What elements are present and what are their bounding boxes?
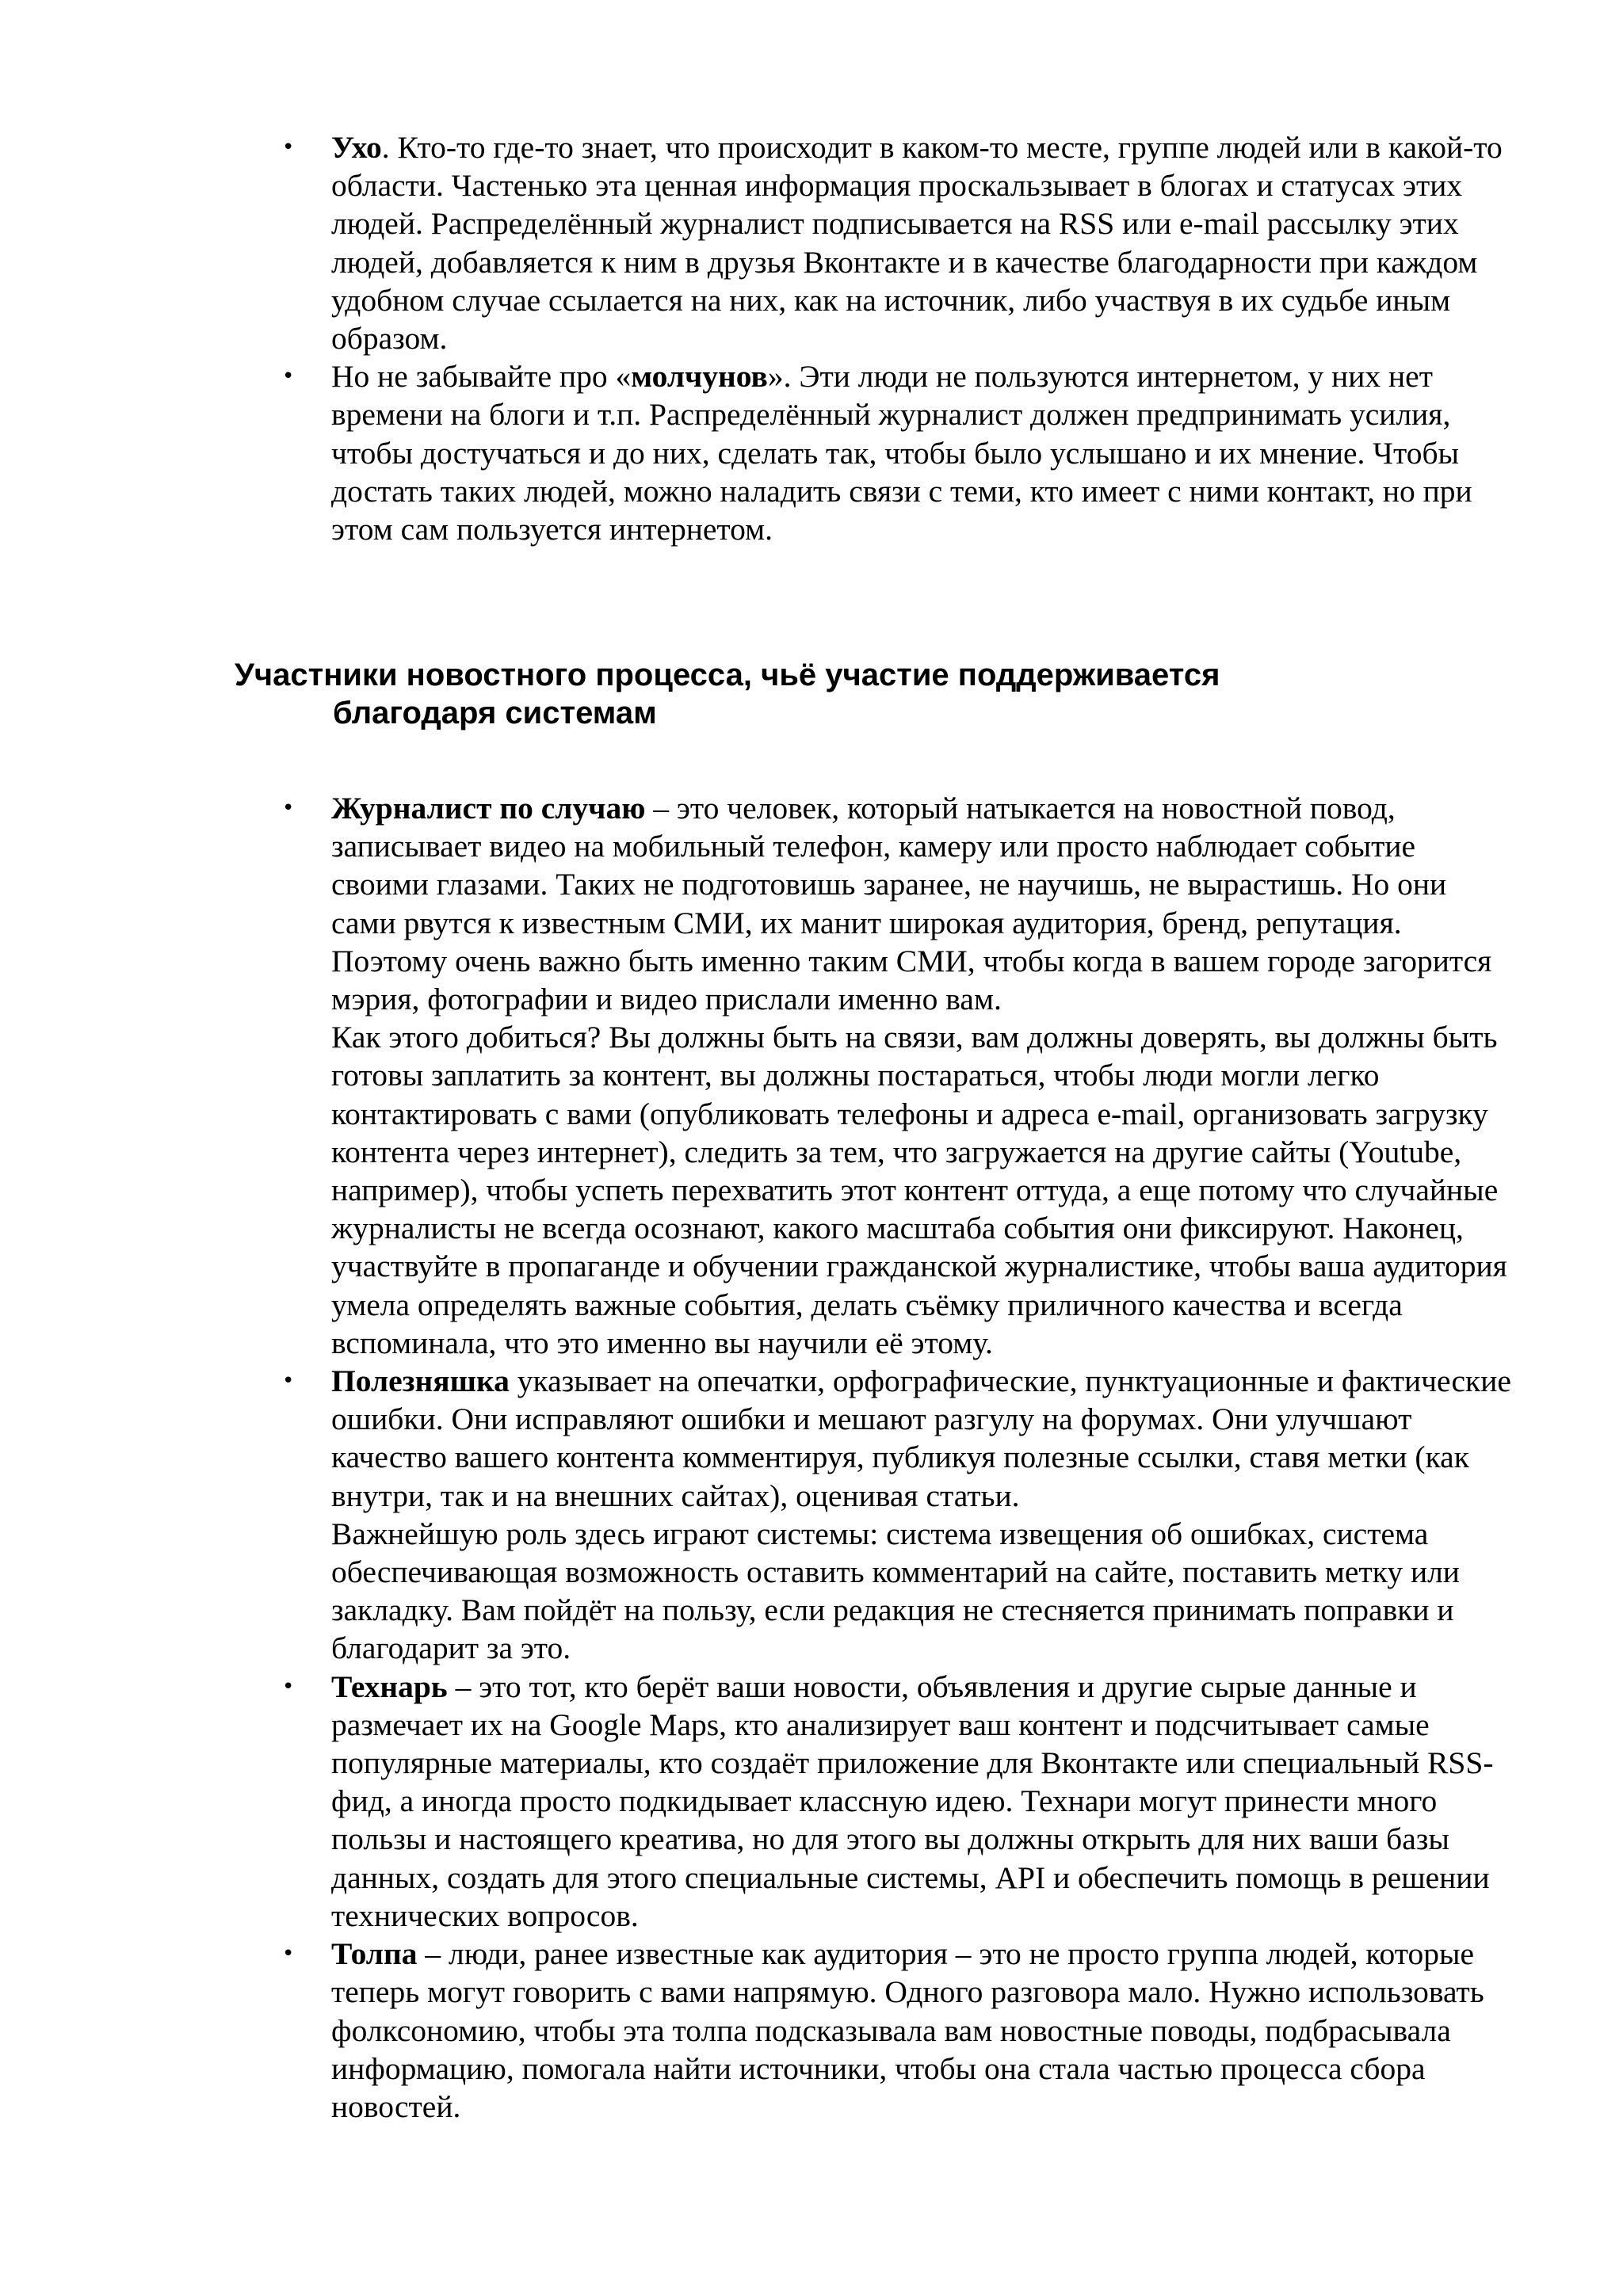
list-item-accidental-journalist [282,789,1518,1362]
bullet-marker: • [282,796,295,820]
list-item-helper [282,1362,1518,1668]
item-text: ». Эти люди не пользуются интернетом, у них нет времени на блоги и т.п. Распределённый журналист должен предпринимать усилия, чтобы достучаться и до них, сделать так, чтобы было услышано и их мнение. Чтобы достать таких людей, можно наладить связи с теми, кто имеет с ними контакт, но при этом сам пользуется интернетом. [331,359,1472,547]
top-bullet-list [282,128,1518,548]
item-text: указывает на опечатки, орфографические, пунктуационные и фактические ошибки. Они исправляют ошибки и мешают разгулу на форумах. Они улучшают качество вашего контента комментируя, публикуя полезные ссылки, ставя метки (как внутри, так и на внешних сайтах), оценивая статьи. [331,1363,1511,1513]
list-item-crowd [282,1935,1518,2126]
bullet-marker: • [282,1942,295,1966]
item-text: – это человек, который натыкается на новостной повод, записывает видео на мобильный телефон, камеру или просто наблюдает событие своими глазами. Таких не подготовишь заранее, не научишь, не вырастишь. Но они сами рвутся к известным СМИ, их манит широкая аудитория, бренд, репутация. Поэтому очень важно быть именно таким СМИ, чтобы когда в вашем городе загорится мэрия, фотографии и видео прислали именно вам. [331,791,1492,1017]
bullet-marker: • [282,1369,295,1394]
term-silent: молчунов [631,359,768,395]
item-text: – люди, ранее известные как аудитория – это не просто группа людей, которые теперь могут говорить с вами напрямую. Одного разговора мало. Нужно использовать фолксономию, чтобы эта толпа подсказывала вам новостные поводы, подбрасывала информацию, помогала найти источники, чтобы она стала частью процесса сбора новостей. [331,1936,1484,2124]
item-paragraph [331,1362,1518,1515]
term-accidental-journalist: Журналист по случаю [331,791,646,826]
section-heading-line-1: Участники новостного процесса, чьё участие поддерживается [235,658,1220,692]
item-paragraph [331,789,1518,1018]
term-techie: Технарь [331,1669,448,1704]
bullet-marker: • [282,135,295,159]
item-text: – это тот, кто берёт ваши новости, объявления и другие сырые данные и размечает их на Google Maps, кто анализирует ваш контент и подсчитывает самые популярные материалы, кто создаёт приложение для Вконтакте или специальный RSS-фид, а иногда просто подкидывает классную идею. Технари могут принести много пользы и настоящего креатива, но для этого вы должны открыть для них ваши базы данных, создать для этого специальные системы, API и обеспечить помощь в решении технических вопросов. [331,1669,1494,1933]
bottom-bullet-list [282,789,1518,2126]
section-heading-line-2: благодаря системам [333,696,657,730]
list-item-ear [282,128,1518,357]
term-ear: Ухо [331,130,382,165]
bullet-marker: • [282,1674,295,1699]
term-crowd: Толпа [331,1936,418,1972]
item-prefix: Но не забывайте про « [331,359,632,395]
item-paragraph-2: Важнейшую роль здесь играют системы: система извещения об ошибках, система обеспечивающая возможность оставить комментарий на сайте, поставить метку или закладку. Вам пойдёт на пользу, если редакция не стесняется принимать поправки и благодарит за это. [331,1516,1460,1666]
item-paragraph-2: Как этого добиться? Вы должны быть на связи, вам должны доверять, вы должны быть готовы заплатить за контент, вы должны постараться, чтобы люди могли легко контактировать с вами (опубликовать телефоны и адреса e-mail, организовать загрузку контента через интернет), следить за тем, что загружается на другие сайты (Youtube, например), чтобы успеть перехватить этот контент оттуда, а еще потому что случайные журналисты не всегда осознают, какого масштаба события они фиксируют. Наконец, участвуйте в пропаганде и обучении гражданской журналистике, чтобы ваша аудитория умела определять важные события, делать съёмку приличного качества и всегда вспоминала, что это именно вы научили её этому. [331,1020,1507,1360]
list-item-silent [282,357,1518,548]
section-heading [235,656,1534,732]
list-item-techie [282,1668,1518,1935]
bullet-marker: • [282,364,295,389]
term-helper: Полезняшка [331,1363,510,1399]
item-text: . Кто-то где-то знает, что происходит в каком-то месте, группе людей или в какой-то области. Частенько эта ценная информация проскальзывает в блогах и статусах этих людей. Распределённый журналист подписывается на RSS или e-mail рассылку этих людей, добавляется к ним в друзья Вконтакте и в качестве благодарности при каждом удобном случае ссылается на них, как на источник, либо участвуя в их судьбе иным образом. [331,130,1503,357]
